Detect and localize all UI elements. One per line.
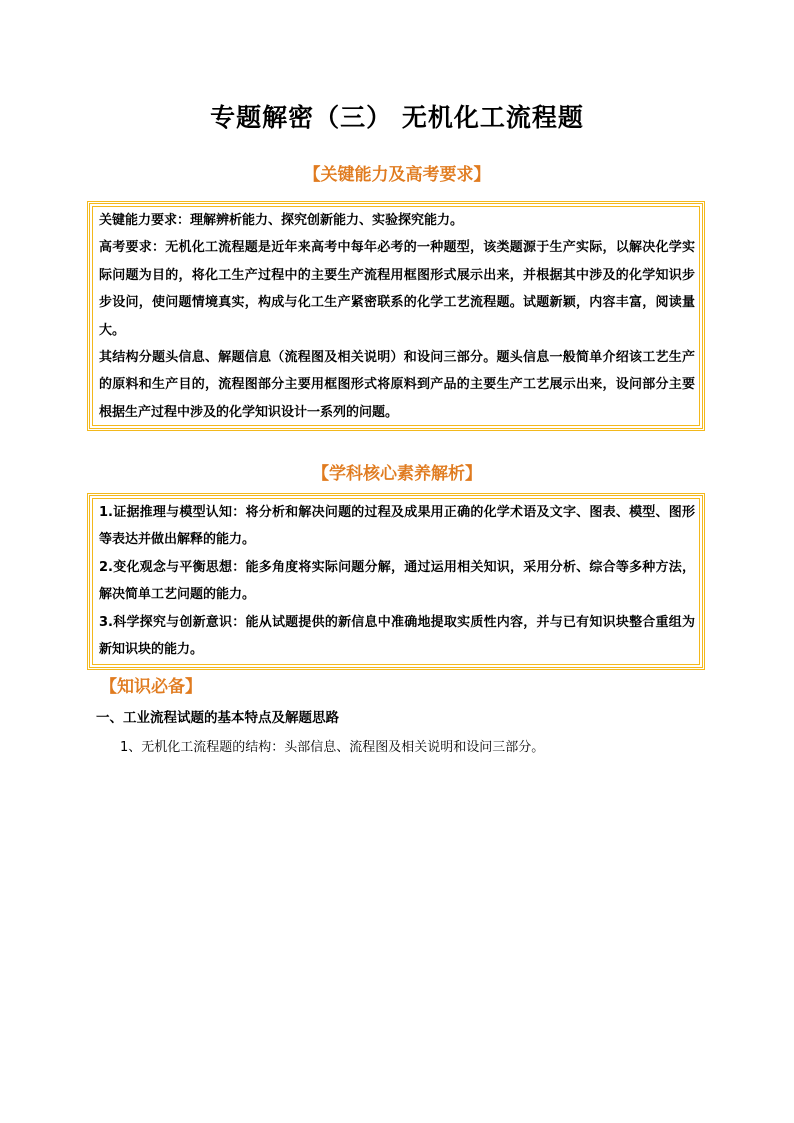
- paragraph: 其结构分题头信息、解题信息（流程图及相关说明）和设问三部分。题头信息一般简单介绍该工艺生产的原料和生产目的，流程图部分主要用框图形式将原料到产品的主要生产工艺展示出来，设问部分主要根据生产过程中涉及的化学知识设计一系列的问题。: [99, 350, 695, 420]
- section-heading-knowledge: 【知识必备】: [100, 677, 202, 697]
- section-heading-key-abilities: 【关键能力及高考要求】: [303, 165, 491, 185]
- paragraph: 2.变化观念与平衡思想：能多角度将实际问题分解，通过运用相关知识，采用分析、综合等多种方法，解决简单工艺问题的能力。: [99, 559, 695, 603]
- core-literacy-box: [89, 495, 703, 668]
- paragraph: 1.证据推理与模型认知：将分析和解决问题的过程及成果用正确的化学术语及文字、图表、模型、图形等表达并做出解释的能力。: [99, 505, 695, 548]
- subheading: 一、工业流程试题的基本特点及解题思路: [96, 710, 339, 726]
- page-title: 专题解密（三） 无机化工流程题: [210, 103, 584, 132]
- list-item: 1、无机化工流程题的结构：头部信息、流程图及相关说明和设问三部分。: [120, 740, 545, 755]
- paragraph: 高考要求：无机化工流程题是近年来高考中每年必考的一种题型，该类题源于生产实际，以解决化学实际问题为目的，将化工生产过程中的主要生产流程用框图形式展示出来，并根据其中涉及的化学知识步步设问，使问题情境真实，构成与化工生产紧密联系的化学工艺流程题。试题新颖，内容丰富，阅读量大。: [99, 240, 695, 338]
- key-abilities-box: [89, 203, 703, 429]
- section-heading-core-literacy: 【学科核心素养解析】: [312, 464, 482, 484]
- paragraph: 3.科学探究与创新意识：能从试题提供的新信息中准确地提取实质性内容，并与已有知识块整合重组为新知识块的能力。: [99, 614, 695, 658]
- paragraph: 关键能力要求：理解辨析能力、探究创新能力、实验探究能力。: [99, 213, 464, 228]
